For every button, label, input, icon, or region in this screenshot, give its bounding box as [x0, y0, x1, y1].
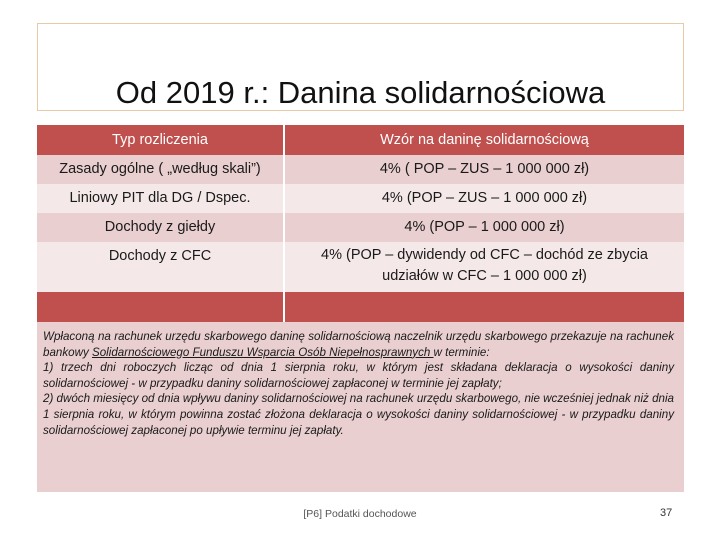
empty-cell [37, 292, 285, 322]
note-intro-text: Wpłaconą na rachunek urzędu skarbowego daninę solidarnościową naczelnik urzędu skarbowego przekazuje na rachunek bankowy [43, 330, 674, 359]
row-type: Dochody z giełdy [37, 213, 285, 242]
title-box [37, 23, 684, 111]
row-formula: 4% (POP – dywidendy od CFC – dochód ze zbycia udziałów w CFC – 1 000 000 zł) [321, 247, 648, 284]
note-item-1: 1) trzech dni roboczych licząc od dnia 1 sierpnia roku, w którym jest składana deklaracja o wysokości daniny solidarnościowej - w przypadku daniny solidarnościowej zapłaconej w terminie jej zapłaty; [43, 361, 674, 390]
table-row [37, 184, 684, 213]
header-type: Typ rozliczenia [37, 125, 285, 155]
row-type: Zasady ogólne ( „według skali”) [37, 155, 285, 184]
table-row [37, 213, 684, 242]
table-row [37, 155, 684, 184]
empty-cell [285, 292, 684, 322]
row-formula: 4% (POP – 1 000 000 zł) [404, 219, 565, 235]
footer-text: [P6] Podatki dochodowe [303, 508, 417, 520]
fund-name-link: Solidarnościowego Funduszu Wsparcia Osób Niepełnosprawnych [91, 345, 434, 359]
note-box [37, 322, 684, 492]
slide-title: Od 2019 r.: Danina solidarnościowa [115, 75, 606, 110]
table-empty-row [37, 292, 684, 322]
row-formula: 4% ( POP – ZUS – 1 000 000 zł) [379, 161, 590, 177]
page-number: 37 [660, 507, 673, 519]
table-row [37, 242, 684, 292]
header-formula: Wzór na daninę solidarnościową [380, 132, 589, 148]
note-intro-end: w terminie: [433, 345, 490, 359]
row-formula: 4% (POP – ZUS – 1 000 000 zł) [381, 190, 588, 206]
formula-table [37, 125, 684, 322]
table-header-row [37, 125, 684, 155]
note-item-2: 2) dwóch miesięcy od dnia wpływu daniny solidarnościowej na rachunek urzędu skarbowego, nie wcześniej jednak niż dnia 1 sierpnia roku, w którym powinna zostać złożona deklaracja o wysokości daniny solidarnościowej - w przypadku daniny solidarnościowej zapłaconej po upływie terminu jej zapłaty. [43, 392, 674, 437]
row-type: Liniowy PIT dla DG / Dspec. [37, 184, 285, 213]
note-intro [43, 329, 674, 360]
row-type: Dochody z CFC [37, 242, 285, 292]
